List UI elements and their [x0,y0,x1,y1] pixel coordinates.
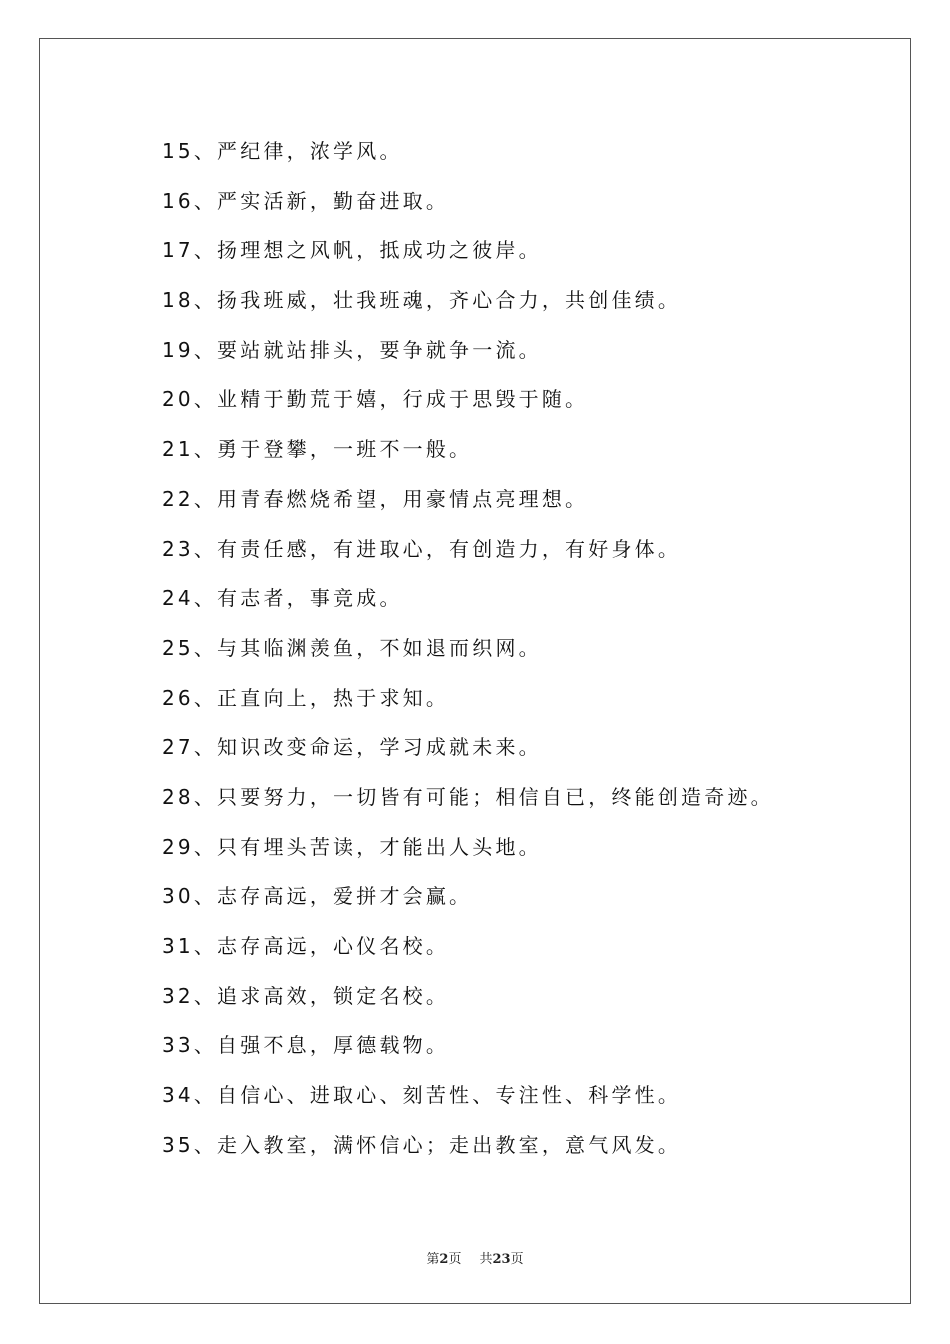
list-item: 24、有志者，事竞成。 [162,586,403,611]
list-item: 25、与其临渊羡鱼，不如退而织网。 [162,635,542,660]
list-item: 29、只有埋头苦读，才能出人头地。 [162,834,542,859]
page-prefix: 第 [426,1252,440,1267]
list-item: 21、勇于登攀，一班不一般。 [162,437,473,462]
list-item: 35、走入教室，满怀信心；走出教室，意气风发。 [162,1132,682,1157]
page-footer [0,1248,950,1267]
list-item: 18、扬我班威，壮我班魂，齐心合力，共创佳绩。 [162,288,682,313]
list-item: 16、严实活新，勤奋进取。 [162,188,450,213]
list-item: 23、有责任感，有进取心，有创造力，有好身体。 [162,536,682,561]
list-item: 30、志存高远，爱拼才会赢。 [162,884,473,909]
list-item: 15、严纪律，浓学风。 [162,139,403,163]
list-item: 33、自强不息，厚德载物。 [162,1033,450,1058]
list-item: 17、扬理想之风帆，抵成功之彼岸。 [162,238,542,263]
total-pages: 23 [492,1252,511,1267]
page-suffix: 页 [448,1252,462,1267]
list-item: 22、用青春燃烧希望，用豪情点亮理想。 [162,486,589,511]
list-item: 34、自信心、进取心、刻苦性、专注性、科学性。 [162,1083,682,1108]
page-number: 2 [439,1252,449,1267]
list-item: 28、只要努力，一切皆有可能；相信自已，终能创造奇迹。 [162,784,774,809]
list-item: 20、业精于勤荒于嬉，行成于思毁于随。 [162,387,589,412]
slogan-list [162,131,774,1174]
list-item: 27、知识改变命运，学习成就未来。 [162,735,542,760]
list-item: 19、要站就站排头，要争就争一流。 [162,337,542,362]
total-prefix: 共 [479,1252,493,1267]
list-item: 32、追求高效，锁定名校。 [162,983,450,1008]
list-item: 26、正直向上，热于求知。 [162,685,450,710]
total-pages-indicator [479,1252,523,1267]
list-item: 31、志存高远，心仪名校。 [162,934,450,958]
page-indicator [426,1252,461,1267]
total-suffix: 页 [510,1252,524,1267]
